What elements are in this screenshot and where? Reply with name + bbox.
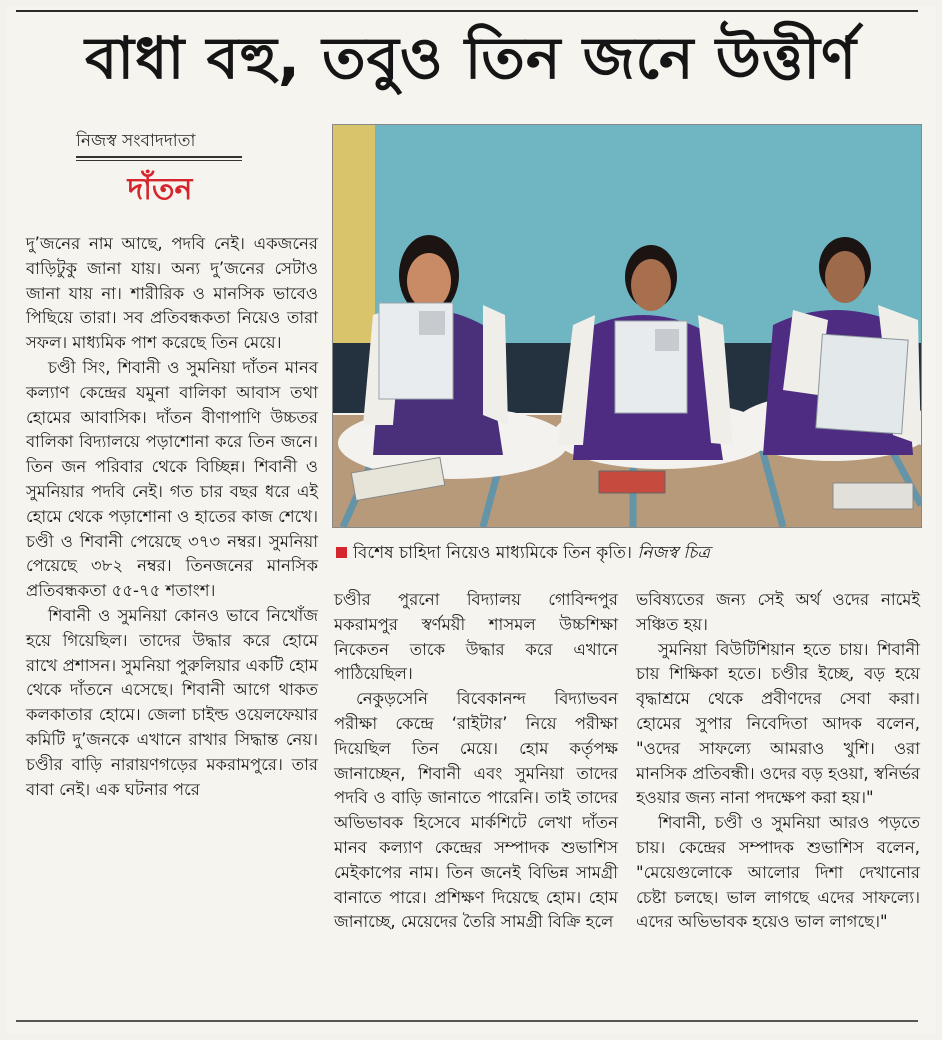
- paragraph: ভবিষ্যতের জন্য সেই অর্থ ওদের নামেই সঞ্চিত হয়।: [636, 590, 920, 634]
- article-column-3: [636, 588, 920, 935]
- byline: নিজস্ব সংবাদদাতা: [76, 131, 196, 151]
- paragraph: নেকুড়সেনি বিবেকানন্দ বিদ্যাভবন পরীক্ষা কেন্দ্রে ‘রাইটার’ নিয়ে পরীক্ষা দিয়েছিল তিন মেয়ে। হোম কর্তৃপক্ষ জানাচ্ছেন, শিবানী এবং সুমনিয়া তাদের পদবি ও বাড়ি জানাতে পারেনি। তাই তাদের অভিভাবক হিসেবে মার্কশিটে লেখা দাঁতন মানব কল্যাণ কেন্দ্রের সম্পাদক শুভাশিস মেইকাপের নাম। তিন জনেই বিভিন্ন সামগ্রী বানাতে পারে। প্রশিক্ষণ দিয়েছে হোম। হোম জানাচ্ছে, মেয়েদের তৈরি সামগ্রী বিক্রি হলে: [334, 689, 618, 932]
- article-column-2: [334, 588, 618, 935]
- byline-rule-thin: [76, 160, 242, 161]
- photo-credit: নিজস্ব চিত্র: [637, 543, 710, 563]
- photo-caption: [336, 540, 920, 566]
- paragraph: চণ্ডীর পুরনো বিদ্যালয় গোবিন্দপুর মকরামপুর স্বর্ণময়ী শাসমল উচ্চশিক্ষা নিকেতন তাকে উদ্ধার করে এখানে পাঠিয়েছিল।: [334, 590, 618, 684]
- byline-rule: [76, 156, 242, 158]
- paragraph: সুমনিয়া বিউটিশিয়ান হতে চায়। শিবানী চায় শিক্ষিকা হতে। চণ্ডীর ইচ্ছে, বড় হয়ে বৃদ্ধাশ্রমে থেকে প্রবীণদের সেবা করা। হোমের সুপার নিবেদিতা আদক বলেন, "ওদের সাফল্যে আমরাও খুশি। ওরা মানসিক প্রতিবন্ধী। ওদের বড় হওয়া, স্বনির্ভর হওয়ার জন্য নানা পদক্ষেপ করা হয়।": [636, 639, 920, 808]
- headline: বাধা বহু, তবুও তিন জনে উত্তীর্ণ: [84, 24, 858, 92]
- top-rule: [16, 10, 918, 12]
- paragraph: শিবানী, চণ্ডী ও সুমনিয়া আরও পড়তে চায়। কেন্দ্রের সম্পাদক শুভাশিস বলেন, "মেয়েগুলোকে আলোর দিশা দেখানোর চেষ্টা চলছে। ভাল লাগছে এদের সাফল্যে। এদের অভিভাবক হয়েও ভাল লাগছে।": [636, 813, 920, 932]
- photo-illustration: [333, 125, 921, 527]
- caption-text: বিশেষ চাহিদা নিয়েও মাধ্যমিকে তিন কৃতি।: [353, 543, 632, 563]
- article-column-1: [26, 232, 318, 802]
- paragraph: দু’জনের নাম আছে, পদবি নেই। একজনের বাড়িটুকু জানা যায়। অন্য দু’জনের সেটাও জানা যায় না। শারীরিক ও মানসিক ভাবেও পিছিয়ে তারা। সব প্রতিবন্ধকতা নিয়েও তারা সফল। মাধ্যমিক পাশ করেছে তিন মেয়ে।: [26, 234, 318, 353]
- news-photo: [332, 124, 922, 528]
- bottom-rule: [16, 1020, 918, 1022]
- dateline: দাঁতন: [127, 172, 193, 207]
- caption-marker: [336, 547, 347, 558]
- paragraph: শিবানী ও সুমনিয়া কোনও ভাবে নিখোঁজ হয়ে গিয়েছিল। তাদের উদ্ধার করে হোমে রাখে প্রশাসন। সুমনিয়া পুরুলিয়ার একটি হোম থেকে দাঁতনে এসেছে। শিবানী আগে থাকত কলকাতার হোমে। জেলা চাইল্ড ওয়েলফেয়ার কমিটি দু’জনকে এখানে রাখার সিদ্ধান্ত নেয়। চণ্ডীর বাড়ি নারায়ণগড়ের মকরামপুরে। তার বাবা নেই। এক ঘটনার পরে: [26, 605, 318, 799]
- paragraph: চণ্ডী সিং, শিবানী ও সুমনিয়া দাঁতন মানব কল্যাণ কেন্দ্রের যমুনা বালিকা আবাস তথা হোমের আবাসিক। দাঁতন বীণাপাণি উচ্চতর বালিকা বিদ্যালয়ে পড়াশোনা করে তিন জনে। তিন জন পরিবার থেকে বিচ্ছিন্ন। শিবানী ও সুমনিয়ার পদবি নেই। গত চার বছর ধরে এই হোমে থেকে পড়াশোনা ও হাতের কাজ শেখে। চণ্ডী ও শিবানী পেয়েছে ৩৭৩ নম্বর। সুমনিয়া পেয়েছে ৩৮২ নম্বর। তিনজনের মানসিক প্রতিবন্ধকতা ৫৫-৭৫ শতাংশ।: [26, 357, 318, 601]
